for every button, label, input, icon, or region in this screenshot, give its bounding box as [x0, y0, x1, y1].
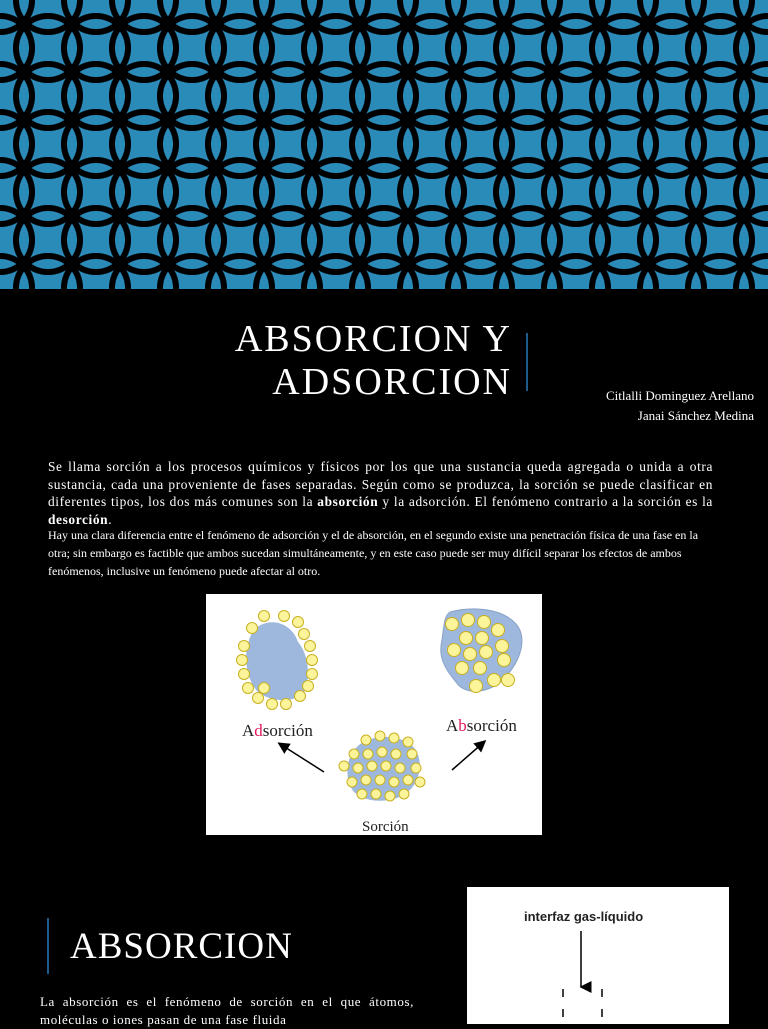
particle: [462, 614, 475, 627]
title-accent-bar: [526, 333, 528, 391]
section-heading: ABSORCION: [70, 926, 293, 967]
particle: [299, 629, 310, 640]
label-adsorcion: Adsorción: [242, 721, 313, 740]
particle: [347, 777, 357, 787]
particle: [399, 789, 409, 799]
title-line-1: ABSORCION Y: [234, 318, 512, 360]
particle: [253, 693, 264, 704]
particle: [247, 623, 258, 634]
intro-text-1: Se llama sorción a los procesos químicos y físicos por los que una sustancia queda agregada o unida a otra sustancia, cada una proveniente de fases separadas. Según como se produzca, la sorción se puede clasificar en diferentes tipos, los dos más comunes son la: [48, 459, 713, 509]
authors: [606, 386, 754, 426]
particle: [492, 624, 505, 637]
particle: [498, 654, 511, 667]
particle: [464, 648, 477, 661]
particle: [415, 777, 425, 787]
particle: [377, 747, 387, 757]
particle: [259, 611, 270, 622]
particle: [407, 749, 417, 759]
particle: [488, 674, 501, 687]
author-2: Janai Sánchez Medina: [637, 408, 754, 423]
particle: [480, 646, 493, 659]
particle: [389, 777, 399, 787]
particle: [446, 618, 459, 631]
particle: [239, 641, 250, 652]
particle: [353, 763, 363, 773]
label-absorcion: Absorción: [446, 716, 517, 735]
particle: [295, 691, 306, 702]
title-line-2: ADSORCION: [272, 361, 512, 403]
label-interface: interfaz gas-líquido: [524, 909, 644, 924]
section-accent-bar: [47, 918, 49, 974]
particle: [361, 775, 371, 785]
interface-diagram: [467, 887, 729, 1024]
label-sorcion: Sorción: [362, 819, 409, 835]
particle: [281, 699, 292, 710]
particle: [279, 611, 290, 622]
particle: [403, 775, 413, 785]
particle: [243, 683, 254, 694]
intro-text-2: y la adsorción. El fenómeno contrario a la sorción es la: [378, 494, 713, 509]
decorative-banner: [0, 0, 768, 289]
particle: [389, 733, 399, 743]
particle: [259, 683, 270, 694]
particle: [293, 617, 304, 628]
slide-title: [235, 318, 512, 404]
particle: [307, 655, 318, 666]
particle: [448, 644, 461, 657]
particle: [363, 749, 373, 759]
intro-text-3: .: [108, 511, 113, 527]
particle: [391, 749, 401, 759]
sorption-diagram: [206, 594, 542, 835]
particle: [460, 632, 473, 645]
author-1: Citlalli Dominguez Arellano: [605, 388, 754, 403]
particle: [403, 737, 413, 747]
particle: [307, 669, 318, 680]
particle: [305, 641, 316, 652]
particle: [371, 789, 381, 799]
particle: [367, 761, 377, 771]
particle: [375, 731, 385, 741]
particle: [496, 640, 509, 653]
particle: [339, 761, 349, 771]
particle: [237, 655, 248, 666]
particle: [361, 735, 371, 745]
term-absorcion: absorción: [317, 494, 379, 509]
arrow-to-absorcion: [452, 742, 484, 770]
particle: [375, 775, 385, 785]
particle: [267, 699, 278, 710]
particle: [239, 669, 250, 680]
difference-paragraph: Hay una clara diferencia entre el fenómeno de adsorción y el de absorción, en el segundo existe una penetración física de una fase en la otra; sin embargo es factible que ambos sucedan simultáneamente, y en este caso puede ser muy difícil separar los efectos de ambos fenómenos, inclusive un fenómeno puede afectar al otro.: [48, 528, 699, 578]
particle: [357, 789, 367, 799]
particle: [303, 681, 314, 692]
particle: [385, 791, 395, 801]
particle: [395, 763, 405, 773]
intro-paragraph: [48, 458, 713, 528]
particle: [478, 616, 491, 629]
particle: [474, 662, 487, 675]
particle: [456, 662, 469, 675]
term-desorcion: desorción: [48, 511, 109, 527]
particle: [476, 632, 489, 645]
particle: [502, 674, 515, 687]
arrow-to-adsorcion: [280, 744, 324, 772]
particle: [349, 749, 359, 759]
particle: [381, 761, 391, 771]
particle: [470, 680, 483, 693]
particle: [411, 763, 421, 773]
absorcion-definition: La absorción es el fenómeno de sorción en el que átomos, moléculas o iones pasan de una fase fluida: [40, 994, 414, 1027]
